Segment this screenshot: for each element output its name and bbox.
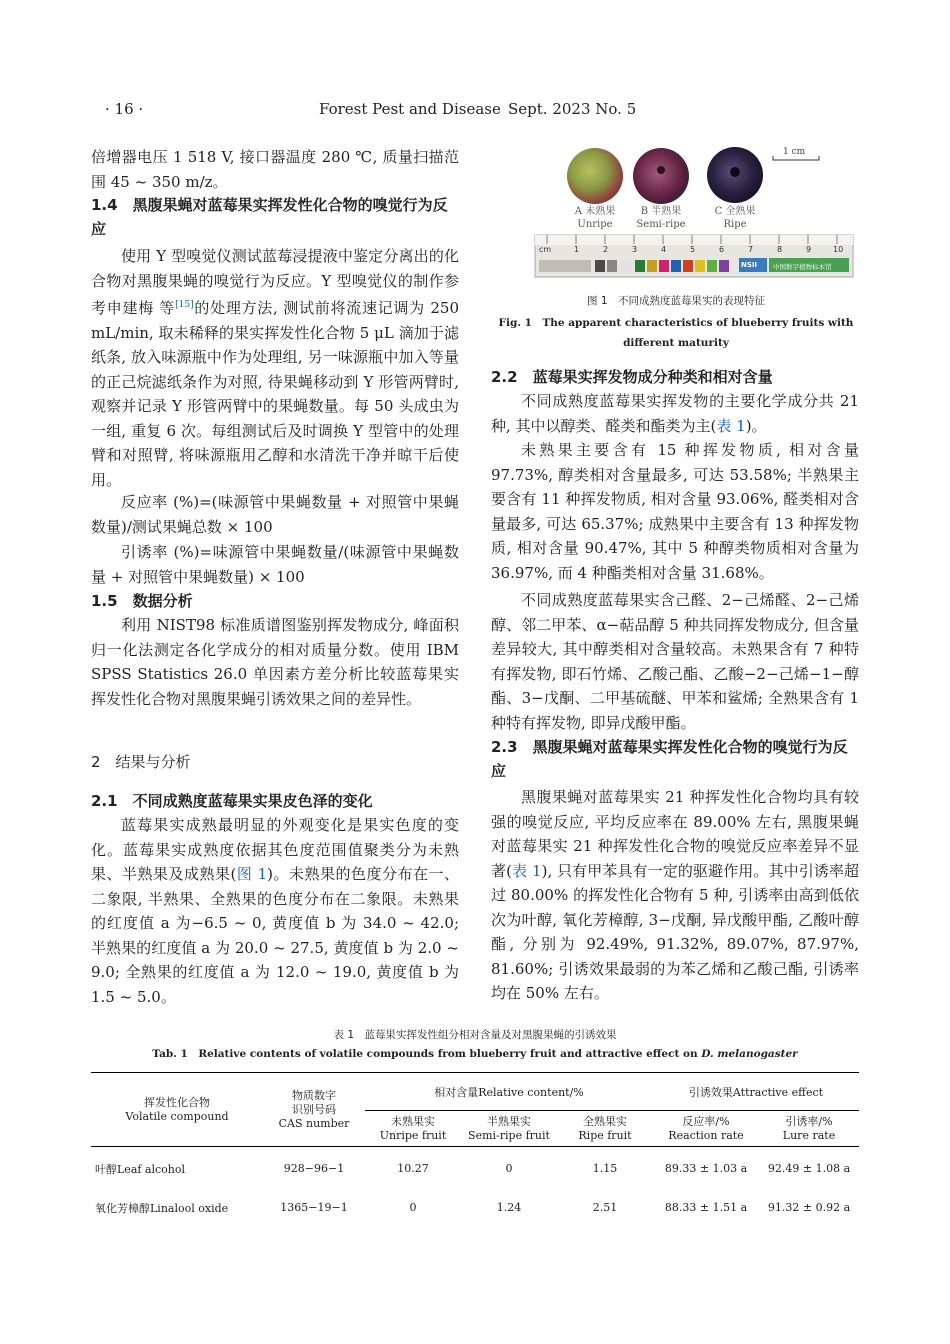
ruler-logo: NSII [741,261,758,269]
col-header-cas: 物质数字 识别号码 CAS number [278,1088,350,1130]
scale-label: 1 cm [783,147,806,157]
section-heading-2: 2 结果与分析 [91,753,191,771]
section-heading-1-4: 1.4 黑腹果蝇对蓝莓果实挥发性化合物的嗅觉行为反应 [91,196,448,238]
page-number: · 16 · [105,100,144,118]
figure-1-link[interactable]: 图 1 [236,865,268,883]
fruit-label-semi-ripe: B 半熟果 Semi-ripe [636,206,686,230]
ruler-org: 中国数字植物标本馆 [773,263,832,271]
figure-1-caption-cn: 图 1 不同成熟度蓝莓果实的表现特征 [586,295,766,307]
section-heading-2-3: 2.3 黑腹果蝇对蓝莓果实挥发性化合物的嗅觉行为反应 [491,738,848,780]
group-header-effect: 引诱效果Attractive effect [653,1073,859,1111]
unripe-fruit-icon [567,148,623,204]
paragraph-ms-params: 倍增器电压 1 518 V, 接口器温度 280 ℃, 质量扫描范围 45 ~ 350 m/z。 [91,148,459,191]
fruit-label-ripe: C 全熟果 Ripe [714,206,756,230]
section-heading-1-5: 1.5 数据分析 [91,592,193,610]
section-heading-2-2: 2.2 蓝莓果实挥发物成分种类和相对含量 [491,368,773,386]
section-heading-2-1: 2.1 不同成熟度蓝莓果实果皮色泽的变化 [91,792,373,810]
paragraph-2-2a: 不同成熟度蓝莓果实挥发物的主要化学成分共 21 种, 其中以醇类、醛类和酯类为主(表 1)。 [491,392,859,435]
ruler-numbers: cm 1 2 3 4 5 6 7 8 9 10 [539,245,844,254]
group-header-relative: 相对含量Relative content/% [365,1073,653,1111]
journal-issue: Sept. 2023 No. 5 [508,100,637,118]
paragraph-1-4: 使用 Y 型嗅觉仪测试蓝莓浸提液中鉴定分离出的化合物对黑腹果蝇的嗅觉行为反应。Y 型嗅觉仪的制作参考申建梅 等[15]的处理方法, 测试前将流速记调为 250 mL/min, 取未稀释的果实挥发性化合物 5 μL 滴加于滤纸条, 放入味源瓶中作为处理组, 另一味源瓶中加入等量的正己烷滤纸条作为对照, 待果蝇移动到 Y 形管两臂时, 观察并记录 Y 形管两臂中的果蝇数量。每 50 头成虫为一组, 重复 6 次。每组测试后及时调换 Y 型管中的处理臂和对照臂, 将味源瓶用乙醇和水清洗干净并晾干后使用。 [91,247,459,489]
semi-ripe-fruit-icon [633,148,689,204]
paragraph-2-2b: 未熟果主要含有 15 种挥发物质, 相对含量 97.73%, 醇类相对含量最多, 可达 53.58%; 半熟果主要含有 11 种挥发物质, 相对含量 93.06%, 醛类相对含量最多, 可达 65.37%; 成熟果中主要含有 13 种挥发物质, 相对含量 90.47%, 其中 5 种醇类物质相对含量为 36.97%, 而 4 种酯类相对含量 31.68%。 [491,441,859,582]
table-row: 氧化芳樟醇Linalool oxide 1365−19−1 0 1.24 2.51 88.33 ± 1.51 a 91.32 ± 0.92 a [95,1201,851,1215]
table-1-caption-cn: 表 1 蓝莓果实挥发性组分相对含量及对黑腹果蝇的引诱效果 [333,1029,617,1041]
table-1 [91,1072,859,1225]
col-header-lure: 引诱率/% Lure rate [782,1114,836,1142]
paragraph-2-1: 蓝莓果实成熟最明显的外观变化是果实色度的变化。蓝莓果实成熟度依据其色度范围值聚类分为未熟果、半熟果及成熟果(图 1)。未熟果的色度分布在一、二象限, 半熟果、全熟果的色度分布在二象限。未熟果的红度值 a 为−6.5 ~ 0, 黄度值 b 为 34.0 ~ 42.0; 半熟果的红度值 a 为 20.0 ~ 27.5, 黄度值 b 为 2.0 ~ 9.0; 全熟果的红度值 a 为 12.0 ~ 19.0, 黄度值 b 为 1.5 ~ 5.0。 [91,816,459,1006]
col-header-semi-ripe: 半熟果实 Semi-ripe fruit [468,1114,550,1142]
table-1-link-2[interactable]: 表 1 [511,861,542,880]
table-1-caption-en: Tab. 1 Relative contents of volatile compounds from blueberry fruit and attractive effect on D. melanogaster [152,1048,798,1060]
figure-1-caption-en: Fig. 1 The apparent characteristics of blueberry fruits with different maturity [498,317,854,349]
fruit-label-unripe: A 未熟果 Unripe [574,206,616,230]
formula-lure-rate: 引诱率 (%)=味源管中果蝇数量/(味源管中果蝇数量 + 对照管中果蝇数量) × 100 [91,543,459,586]
table-row: 叶醇Leaf alcohol 928−96−1 10.27 0 1.15 89.33 ± 1.03 a 92.49 ± 1.08 a [91,1147,859,1191]
journal-name: Forest Pest and Disease [319,100,501,118]
col-header-unripe: 未熟果实 Unripe fruit [379,1114,447,1142]
col-header-reaction: 反应率/% Reaction rate [668,1114,744,1142]
table-1-link[interactable]: 表 1 [716,416,746,435]
col-header-ripe: 全熟果实 Ripe fruit [578,1114,632,1142]
paragraph-2-3: 黑腹果蝇对蓝莓果实 21 种挥发性化合物均具有较强的嗅觉反应, 平均反应率在 89.00% 左右, 黑腹果蝇对蓝莓果实 21 种挥发性化合物的嗅觉反应率差异不显著(表 1), 只有甲苯具有一定的驱避作用。其中引诱率超过 80.00% 的挥发性化合物有 5 种, 引诱率由高到低依次为叶醇, 氧化芳樟醇, 3−戊酮, 异戊酸甲酯, 乙酸叶醇酯, 分别为 92.49%, 91.32%, 89.07%, 87.97%, 81.60%; 引诱效果最弱的为苯乙烯和乙酸己酯, 引诱率均在 50% 左右。 [491,788,860,1002]
paragraph-1-5: 利用 NIST98 标准质谱图鉴别挥发物成分, 峰面积归一化法测定各化学成分的相对质量分数。使用 IBM SPSS Statistics 26.0 单因素方差分析比较蓝莓果实挥发性化合物对黑腹果蝇引诱效果之间的差异性。 [91,616,459,708]
col-header-compound: 挥发性化合物 Volatile compound [125,1095,229,1123]
paragraph-2-2c: 不同成熟度蓝莓果实含己醛、2−己烯醛、2−己烯醇、邻二甲苯、α−萜品醇 5 种共同挥发物成分, 但含量差异较大, 其中醇类相对含量较高。未熟果含有 7 种特有挥发物, 即石竹烯、乙酸己酯、乙酸−2−己烯−1−醇酯、3−戊酮、二甲基硫醚、甲苯和鲨烯; 全熟果含有 1 种特有挥发物, 即异戊酸甲酯。 [491,591,859,732]
citation-15[interactable]: [15] [175,300,194,310]
formula-reaction-rate: 反应率 (%)=(味源管中果蝇数量 + 对照管中果蝇数量)/测试果蝇总数 × 100 [91,493,459,536]
